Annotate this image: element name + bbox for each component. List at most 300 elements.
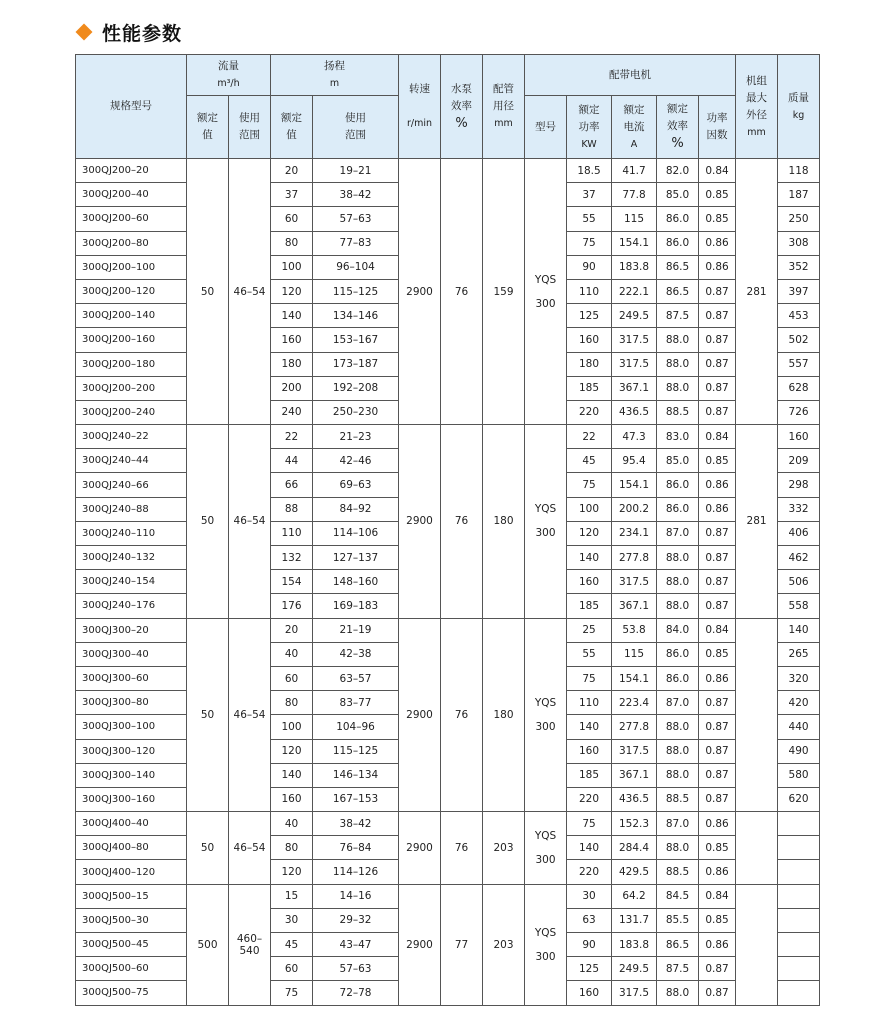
cell-mass xyxy=(778,812,820,836)
cell-mass: 397 xyxy=(778,279,820,303)
cell-head-rated: 100 xyxy=(271,255,313,279)
cell-head-range: 169–183 xyxy=(313,594,399,618)
cell-head-range: 69–63 xyxy=(313,473,399,497)
cell-head-rated: 80 xyxy=(271,836,313,860)
table-row xyxy=(76,159,820,183)
cell-motor-power: 220 xyxy=(567,787,612,811)
cell-motor-power: 220 xyxy=(567,860,612,884)
cell-motor-pf: 0.87 xyxy=(699,957,736,981)
cell-motor-pf: 0.84 xyxy=(699,159,736,183)
cell-motor-power: 185 xyxy=(567,376,612,400)
cell-head-rated: 20 xyxy=(271,618,313,642)
cell-motor-pf: 0.87 xyxy=(699,787,736,811)
cell-motor-pf: 0.87 xyxy=(699,328,736,352)
cell-motor-current: 115 xyxy=(612,207,657,231)
cell-head-range: 43–47 xyxy=(313,933,399,957)
cell-motor-pf: 0.87 xyxy=(699,304,736,328)
cell-motor-type: YQS 300 xyxy=(525,618,567,812)
cell-motor-power: 185 xyxy=(567,763,612,787)
cell-motor-current: 317.5 xyxy=(612,570,657,594)
cell-motor-eff: 87.5 xyxy=(657,957,699,981)
cell-mass: 558 xyxy=(778,594,820,618)
cell-mass: 160 xyxy=(778,425,820,449)
cell-head-range: 38–42 xyxy=(313,183,399,207)
cell-motor-eff: 86.0 xyxy=(657,666,699,690)
cell-motor-pf: 0.84 xyxy=(699,425,736,449)
cell-head-range: 134–146 xyxy=(313,304,399,328)
cell-motor-current: 154.1 xyxy=(612,231,657,255)
cell-head-range: 167–153 xyxy=(313,787,399,811)
cell-head-range: 173–187 xyxy=(313,352,399,376)
cell-motor-pf: 0.87 xyxy=(699,739,736,763)
cell-head-rated: 120 xyxy=(271,739,313,763)
col-motor-current: 额定电流 A xyxy=(612,96,657,159)
cell-head-range: 57–63 xyxy=(313,957,399,981)
table-row xyxy=(76,812,820,836)
cell-head-rated: 160 xyxy=(271,328,313,352)
cell-model: 300QJ200–20 xyxy=(76,159,187,183)
cell-head-rated: 100 xyxy=(271,715,313,739)
cell-flow-range: 46–54 xyxy=(229,159,271,425)
col-motor-pf: 功率因数 xyxy=(699,96,736,159)
cell-motor-pf: 0.87 xyxy=(699,981,736,1005)
cell-pipe: 203 xyxy=(483,884,525,1005)
cell-motor-pf: 0.87 xyxy=(699,715,736,739)
cell-flow-rated: 500 xyxy=(187,884,229,1005)
cell-mass: 453 xyxy=(778,304,820,328)
cell-pump-eff: 77 xyxy=(441,884,483,1005)
cell-head-range: 84–92 xyxy=(313,497,399,521)
cell-mass xyxy=(778,933,820,957)
cell-motor-pf: 0.87 xyxy=(699,352,736,376)
cell-motor-eff: 88.0 xyxy=(657,836,699,860)
cell-motor-current: 183.8 xyxy=(612,933,657,957)
cell-model: 300QJ400–80 xyxy=(76,836,187,860)
cell-motor-current: 317.5 xyxy=(612,739,657,763)
cell-flow-range: 46–54 xyxy=(229,425,271,619)
cell-head-range: 77–83 xyxy=(313,231,399,255)
cell-motor-current: 249.5 xyxy=(612,304,657,328)
cell-flow-rated: 50 xyxy=(187,812,229,885)
cell-motor-power: 55 xyxy=(567,642,612,666)
cell-motor-pf: 0.87 xyxy=(699,763,736,787)
cell-mass: 440 xyxy=(778,715,820,739)
cell-motor-power: 75 xyxy=(567,231,612,255)
cell-model: 300QJ240–44 xyxy=(76,449,187,473)
cell-mass xyxy=(778,884,820,908)
cell-flow-range: 460–540 xyxy=(229,884,271,1005)
cell-motor-eff: 88.0 xyxy=(657,570,699,594)
cell-motor-pf: 0.85 xyxy=(699,908,736,932)
cell-head-rated: 30 xyxy=(271,908,313,932)
cell-motor-eff: 86.0 xyxy=(657,231,699,255)
cell-head-rated: 176 xyxy=(271,594,313,618)
cell-mass: 726 xyxy=(778,400,820,424)
cell-motor-pf: 0.86 xyxy=(699,255,736,279)
cell-motor-pf: 0.86 xyxy=(699,473,736,497)
cell-motor-eff: 86.0 xyxy=(657,207,699,231)
cell-head-range: 19–21 xyxy=(313,159,399,183)
cell-motor-eff: 88.0 xyxy=(657,546,699,570)
cell-head-range: 72–78 xyxy=(313,981,399,1005)
cell-pump-eff: 76 xyxy=(441,618,483,812)
cell-head-range: 114–126 xyxy=(313,860,399,884)
cell-head-range: 21–23 xyxy=(313,425,399,449)
cell-motor-eff: 86.5 xyxy=(657,933,699,957)
cell-mass: 502 xyxy=(778,328,820,352)
cell-motor-eff: 88.0 xyxy=(657,594,699,618)
cell-head-range: 42–38 xyxy=(313,642,399,666)
cell-motor-pf: 0.87 xyxy=(699,570,736,594)
cell-model: 300QJ200–160 xyxy=(76,328,187,352)
cell-motor-type: YQS 300 xyxy=(525,159,567,425)
cell-motor-pf: 0.86 xyxy=(699,666,736,690)
cell-motor-current: 317.5 xyxy=(612,352,657,376)
cell-motor-eff: 87.5 xyxy=(657,304,699,328)
cell-motor-eff: 87.0 xyxy=(657,521,699,545)
cell-motor-pf: 0.87 xyxy=(699,594,736,618)
cell-motor-power: 110 xyxy=(567,691,612,715)
cell-model: 300QJ200–240 xyxy=(76,400,187,424)
cell-head-range: 127–137 xyxy=(313,546,399,570)
cell-head-range: 192–208 xyxy=(313,376,399,400)
cell-motor-current: 41.7 xyxy=(612,159,657,183)
cell-model: 300QJ240–154 xyxy=(76,570,187,594)
cell-head-range: 63–57 xyxy=(313,666,399,690)
cell-max-dia xyxy=(736,618,778,812)
cell-motor-current: 152.3 xyxy=(612,812,657,836)
cell-motor-pf: 0.87 xyxy=(699,546,736,570)
cell-motor-power: 75 xyxy=(567,666,612,690)
cell-motor-pf: 0.86 xyxy=(699,497,736,521)
cell-model: 300QJ200–40 xyxy=(76,183,187,207)
cell-motor-power: 120 xyxy=(567,521,612,545)
cell-motor-pf: 0.86 xyxy=(699,812,736,836)
cell-motor-power: 125 xyxy=(567,304,612,328)
cell-motor-power: 75 xyxy=(567,473,612,497)
col-motor-type: 型号 xyxy=(525,96,567,159)
cell-mass: 490 xyxy=(778,739,820,763)
cell-motor-power: 63 xyxy=(567,908,612,932)
cell-motor-power: 140 xyxy=(567,546,612,570)
cell-flow-rated: 50 xyxy=(187,618,229,812)
cell-motor-pf: 0.87 xyxy=(699,691,736,715)
cell-motor-current: 183.8 xyxy=(612,255,657,279)
cell-head-range: 146–134 xyxy=(313,763,399,787)
cell-head-rated: 132 xyxy=(271,546,313,570)
cell-motor-power: 220 xyxy=(567,400,612,424)
cell-motor-pf: 0.86 xyxy=(699,860,736,884)
cell-motor-eff: 85.5 xyxy=(657,908,699,932)
cell-mass: 420 xyxy=(778,691,820,715)
cell-motor-power: 37 xyxy=(567,183,612,207)
cell-motor-pf: 0.85 xyxy=(699,183,736,207)
cell-motor-eff: 88.5 xyxy=(657,787,699,811)
cell-pipe: 159 xyxy=(483,159,525,425)
cell-motor-eff: 88.0 xyxy=(657,376,699,400)
cell-flow-rated: 50 xyxy=(187,425,229,619)
cell-speed: 2900 xyxy=(399,618,441,812)
cell-pipe: 203 xyxy=(483,812,525,885)
cell-motor-pf: 0.84 xyxy=(699,884,736,908)
cell-head-rated: 240 xyxy=(271,400,313,424)
cell-mass: 506 xyxy=(778,570,820,594)
col-speed: 转速 r/min xyxy=(399,55,441,159)
cell-motor-pf: 0.87 xyxy=(699,376,736,400)
cell-model: 300QJ300–160 xyxy=(76,787,187,811)
col-motor-power: 额定功率 KW xyxy=(567,96,612,159)
cell-mass: 620 xyxy=(778,787,820,811)
col-flow-range: 使用范围 xyxy=(229,96,271,159)
cell-mass: 557 xyxy=(778,352,820,376)
cell-motor-eff: 88.0 xyxy=(657,763,699,787)
cell-motor-power: 45 xyxy=(567,449,612,473)
cell-mass: 118 xyxy=(778,159,820,183)
cell-mass: 320 xyxy=(778,666,820,690)
cell-model: 300QJ500–60 xyxy=(76,957,187,981)
cell-model: 300QJ500–30 xyxy=(76,908,187,932)
cell-motor-eff: 84.5 xyxy=(657,884,699,908)
col-motor: 配带电机 xyxy=(525,55,736,96)
cell-motor-pf: 0.85 xyxy=(699,449,736,473)
cell-motor-type: YQS 300 xyxy=(525,812,567,885)
cell-motor-pf: 0.87 xyxy=(699,279,736,303)
cell-model: 300QJ300–140 xyxy=(76,763,187,787)
cell-head-rated: 44 xyxy=(271,449,313,473)
cell-head-rated: 20 xyxy=(271,159,313,183)
cell-motor-power: 185 xyxy=(567,594,612,618)
table-body xyxy=(76,159,820,1006)
cell-model: 300QJ200–140 xyxy=(76,304,187,328)
cell-head-rated: 45 xyxy=(271,933,313,957)
cell-head-rated: 180 xyxy=(271,352,313,376)
cell-motor-current: 77.8 xyxy=(612,183,657,207)
cell-flow-rated: 50 xyxy=(187,159,229,425)
diamond-bullet-icon xyxy=(76,24,93,41)
cell-motor-pf: 0.85 xyxy=(699,642,736,666)
cell-flow-range: 46–54 xyxy=(229,812,271,885)
cell-head-rated: 37 xyxy=(271,183,313,207)
page-title: 性能参数 xyxy=(102,22,183,45)
cell-motor-eff: 83.0 xyxy=(657,425,699,449)
col-pump-eff: 水泵效率 % xyxy=(441,55,483,159)
cell-motor-power: 18.5 xyxy=(567,159,612,183)
cell-head-range: 153–167 xyxy=(313,328,399,352)
col-head: 扬程 m xyxy=(271,55,399,96)
cell-motor-current: 47.3 xyxy=(612,425,657,449)
cell-motor-eff: 88.0 xyxy=(657,981,699,1005)
cell-mass xyxy=(778,860,820,884)
cell-model: 300QJ200–80 xyxy=(76,231,187,255)
cell-model: 300QJ300–60 xyxy=(76,666,187,690)
cell-motor-power: 30 xyxy=(567,884,612,908)
cell-model: 300QJ500–75 xyxy=(76,981,187,1005)
col-max-dia: 机组最大外径 mm xyxy=(736,55,778,159)
cell-model: 300QJ240–88 xyxy=(76,497,187,521)
col-motor-eff: 额定效率 % xyxy=(657,96,699,159)
cell-head-rated: 40 xyxy=(271,642,313,666)
cell-head-rated: 110 xyxy=(271,521,313,545)
cell-speed: 2900 xyxy=(399,425,441,619)
cell-motor-eff: 86.0 xyxy=(657,642,699,666)
cell-motor-eff: 88.0 xyxy=(657,328,699,352)
cell-motor-current: 367.1 xyxy=(612,763,657,787)
cell-mass xyxy=(778,981,820,1005)
cell-model: 300QJ240–66 xyxy=(76,473,187,497)
cell-motor-pf: 0.87 xyxy=(699,521,736,545)
cell-motor-current: 131.7 xyxy=(612,908,657,932)
cell-flow-range: 46–54 xyxy=(229,618,271,812)
cell-motor-current: 222.1 xyxy=(612,279,657,303)
cell-motor-eff: 86.0 xyxy=(657,497,699,521)
cell-head-range: 148–160 xyxy=(313,570,399,594)
cell-motor-current: 249.5 xyxy=(612,957,657,981)
cell-motor-power: 25 xyxy=(567,618,612,642)
cell-motor-eff: 88.5 xyxy=(657,400,699,424)
cell-motor-current: 95.4 xyxy=(612,449,657,473)
cell-speed: 2900 xyxy=(399,884,441,1005)
cell-speed: 2900 xyxy=(399,159,441,425)
cell-motor-power: 160 xyxy=(567,570,612,594)
cell-speed: 2900 xyxy=(399,812,441,885)
cell-motor-power: 180 xyxy=(567,352,612,376)
cell-model: 300QJ300–40 xyxy=(76,642,187,666)
cell-head-range: 21–19 xyxy=(313,618,399,642)
cell-mass: 298 xyxy=(778,473,820,497)
cell-motor-current: 277.8 xyxy=(612,546,657,570)
cell-mass: 265 xyxy=(778,642,820,666)
cell-motor-current: 53.8 xyxy=(612,618,657,642)
table-row xyxy=(76,425,820,449)
cell-motor-power: 125 xyxy=(567,957,612,981)
cell-motor-power: 160 xyxy=(567,739,612,763)
cell-head-rated: 15 xyxy=(271,884,313,908)
cell-motor-power: 55 xyxy=(567,207,612,231)
cell-pump-eff: 76 xyxy=(441,159,483,425)
cell-model: 300QJ240–176 xyxy=(76,594,187,618)
cell-motor-current: 234.1 xyxy=(612,521,657,545)
cell-motor-pf: 0.85 xyxy=(699,207,736,231)
cell-motor-current: 367.1 xyxy=(612,594,657,618)
cell-motor-eff: 87.0 xyxy=(657,691,699,715)
cell-motor-pf: 0.84 xyxy=(699,618,736,642)
cell-motor-current: 154.1 xyxy=(612,666,657,690)
cell-head-rated: 120 xyxy=(271,279,313,303)
cell-head-rated: 80 xyxy=(271,231,313,255)
cell-model: 300QJ500–15 xyxy=(76,884,187,908)
cell-mass: 187 xyxy=(778,183,820,207)
cell-model: 300QJ240–132 xyxy=(76,546,187,570)
cell-max-dia xyxy=(736,812,778,885)
cell-motor-power: 75 xyxy=(567,812,612,836)
cell-head-rated: 75 xyxy=(271,981,313,1005)
cell-motor-pf: 0.85 xyxy=(699,836,736,860)
col-head-rated: 额定值 xyxy=(271,96,313,159)
cell-model: 300QJ300–80 xyxy=(76,691,187,715)
cell-model: 300QJ300–20 xyxy=(76,618,187,642)
cell-mass: 406 xyxy=(778,521,820,545)
cell-model: 300QJ200–100 xyxy=(76,255,187,279)
cell-model: 300QJ200–180 xyxy=(76,352,187,376)
cell-motor-pf: 0.86 xyxy=(699,933,736,957)
cell-motor-current: 436.5 xyxy=(612,787,657,811)
cell-model: 300QJ240–110 xyxy=(76,521,187,545)
cell-mass xyxy=(778,908,820,932)
table-header xyxy=(76,55,820,159)
cell-mass: 308 xyxy=(778,231,820,255)
cell-pump-eff: 76 xyxy=(441,812,483,885)
cell-motor-current: 317.5 xyxy=(612,981,657,1005)
col-pipe: 配管用径 mm xyxy=(483,55,525,159)
cell-motor-eff: 85.0 xyxy=(657,449,699,473)
cell-motor-power: 140 xyxy=(567,836,612,860)
cell-motor-eff: 82.0 xyxy=(657,159,699,183)
cell-motor-eff: 88.5 xyxy=(657,860,699,884)
cell-head-rated: 60 xyxy=(271,666,313,690)
cell-head-rated: 60 xyxy=(271,957,313,981)
cell-head-rated: 160 xyxy=(271,787,313,811)
cell-motor-power: 110 xyxy=(567,279,612,303)
cell-mass: 628 xyxy=(778,376,820,400)
cell-motor-pf: 0.86 xyxy=(699,231,736,255)
cell-motor-eff: 86.5 xyxy=(657,255,699,279)
cell-pipe: 180 xyxy=(483,425,525,619)
cell-head-range: 38–42 xyxy=(313,812,399,836)
section-heading xyxy=(76,18,182,46)
cell-motor-current: 64.2 xyxy=(612,884,657,908)
cell-mass xyxy=(778,957,820,981)
cell-model: 300QJ400–120 xyxy=(76,860,187,884)
cell-max-dia: 281 xyxy=(736,425,778,619)
cell-motor-eff: 88.0 xyxy=(657,352,699,376)
cell-mass: 352 xyxy=(778,255,820,279)
cell-head-rated: 154 xyxy=(271,570,313,594)
cell-head-range: 96–104 xyxy=(313,255,399,279)
cell-head-rated: 88 xyxy=(271,497,313,521)
cell-motor-current: 436.5 xyxy=(612,400,657,424)
cell-model: 300QJ400–40 xyxy=(76,812,187,836)
cell-head-rated: 140 xyxy=(271,304,313,328)
cell-motor-power: 140 xyxy=(567,715,612,739)
cell-max-dia: 281 xyxy=(736,159,778,425)
cell-motor-eff: 88.0 xyxy=(657,715,699,739)
cell-head-range: 250–230 xyxy=(313,400,399,424)
cell-motor-power: 22 xyxy=(567,425,612,449)
cell-motor-eff: 86.5 xyxy=(657,279,699,303)
cell-pump-eff: 76 xyxy=(441,425,483,619)
cell-head-rated: 40 xyxy=(271,812,313,836)
col-flow-rated: 额定值 xyxy=(187,96,229,159)
cell-mass: 462 xyxy=(778,546,820,570)
cell-motor-type: YQS 300 xyxy=(525,425,567,619)
cell-mass: 250 xyxy=(778,207,820,231)
cell-mass: 209 xyxy=(778,449,820,473)
cell-head-range: 14–16 xyxy=(313,884,399,908)
cell-motor-current: 223.4 xyxy=(612,691,657,715)
cell-mass: 332 xyxy=(778,497,820,521)
cell-head-range: 29–32 xyxy=(313,908,399,932)
cell-motor-current: 317.5 xyxy=(612,328,657,352)
col-mass: 质量 kg xyxy=(778,55,820,159)
cell-model: 300QJ200–60 xyxy=(76,207,187,231)
cell-head-range: 42–46 xyxy=(313,449,399,473)
cell-pipe: 180 xyxy=(483,618,525,812)
cell-motor-eff: 87.0 xyxy=(657,812,699,836)
cell-mass: 580 xyxy=(778,763,820,787)
cell-head-rated: 22 xyxy=(271,425,313,449)
cell-head-range: 114–106 xyxy=(313,521,399,545)
cell-mass xyxy=(778,836,820,860)
